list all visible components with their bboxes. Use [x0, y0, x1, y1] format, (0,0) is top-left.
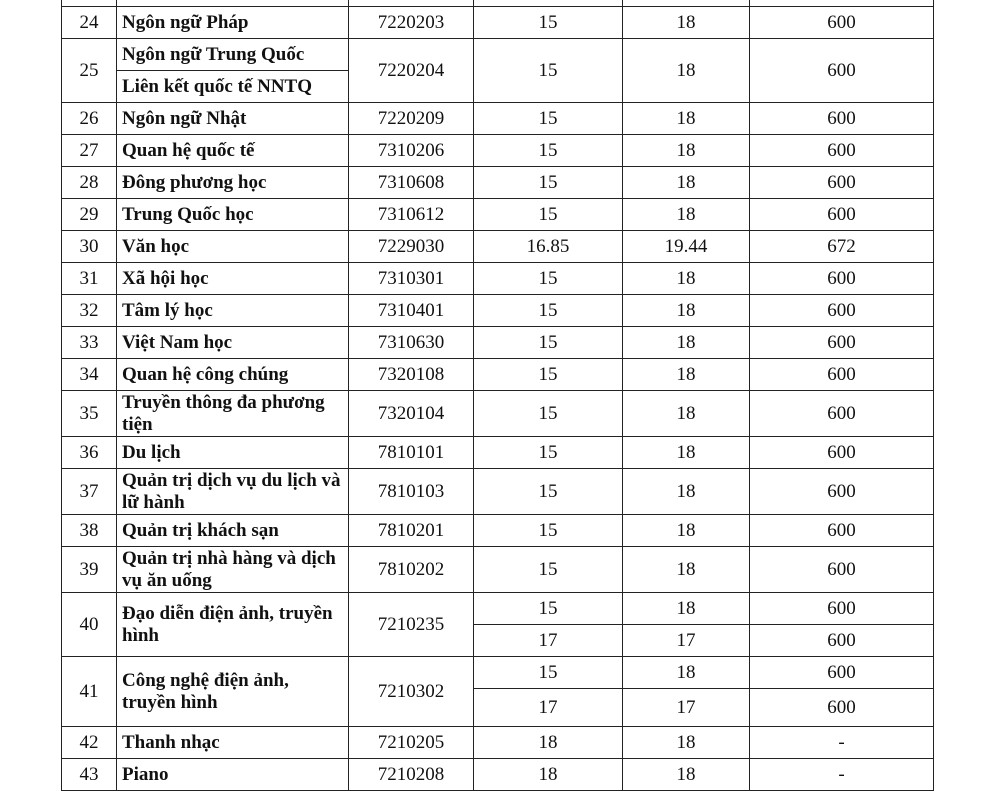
major-code: 7810101 — [349, 437, 474, 469]
score-c: 600 — [750, 263, 934, 295]
major-name: Đông phương học — [117, 167, 349, 199]
major-name: Ngôn ngữ Trung Quốc — [117, 39, 349, 71]
score-a: 15 — [474, 167, 623, 199]
row-stt: 42 — [62, 727, 117, 759]
score-c: 600 — [750, 39, 934, 103]
score-c: 600 — [750, 167, 934, 199]
table-row — [62, 727, 934, 759]
score-a: 17 — [474, 689, 623, 727]
row-stt: 37 — [62, 469, 117, 515]
row-stt: 26 — [62, 103, 117, 135]
score-c: 600 — [750, 547, 934, 593]
major-name: Du lịch — [117, 437, 349, 469]
score-b: 18 — [623, 39, 750, 103]
score-a: 15 — [474, 657, 623, 689]
major-name: Thanh nhạc — [117, 727, 349, 759]
score-c: 600 — [750, 391, 934, 437]
table-row — [62, 359, 934, 391]
major-code: 7210205 — [349, 727, 474, 759]
table-row — [62, 167, 934, 199]
row-stt: 36 — [62, 437, 117, 469]
major-code: 7220204 — [349, 39, 474, 103]
score-b: 18 — [623, 295, 750, 327]
score-c: 600 — [750, 657, 934, 689]
major-code: 7310630 — [349, 327, 474, 359]
score-b: 18 — [623, 359, 750, 391]
score-b: 18 — [623, 263, 750, 295]
score-a: 15 — [474, 391, 623, 437]
major-name: Đạo diễn điện ảnh, truyền hình — [117, 593, 349, 657]
table-row — [62, 263, 934, 295]
score-b: 17 — [623, 689, 750, 727]
score-b: 18 — [623, 727, 750, 759]
table-row — [62, 199, 934, 231]
score-c: 672 — [750, 231, 934, 263]
table-row — [62, 135, 934, 167]
score-a: 15 — [474, 515, 623, 547]
score-b: 18 — [623, 199, 750, 231]
row-stt: 43 — [62, 759, 117, 791]
major-code: 7210302 — [349, 657, 474, 727]
score-a: 18 — [474, 727, 623, 759]
score-b: 18 — [623, 437, 750, 469]
major-name: Quản trị khách sạn — [117, 515, 349, 547]
row-stt: 27 — [62, 135, 117, 167]
major-name: Ngôn ngữ Nhật — [117, 103, 349, 135]
score-a: 15 — [474, 469, 623, 515]
score-b: 18 — [623, 135, 750, 167]
major-name: Quan hệ công chúng — [117, 359, 349, 391]
major-name: Việt Nam học — [117, 327, 349, 359]
score-c: 600 — [750, 469, 934, 515]
table-row — [62, 231, 934, 263]
score-b: 18 — [623, 391, 750, 437]
score-b: 18 — [623, 547, 750, 593]
score-a: 16.85 — [474, 231, 623, 263]
score-a: 15 — [474, 39, 623, 103]
row-stt: 38 — [62, 515, 117, 547]
score-c: 600 — [750, 437, 934, 469]
score-b: 18 — [623, 759, 750, 791]
score-c: 600 — [750, 515, 934, 547]
score-a: 15 — [474, 295, 623, 327]
row-stt: 25 — [62, 39, 117, 103]
table-row — [62, 295, 934, 327]
score-b: 19.44 — [623, 231, 750, 263]
score-a: 15 — [474, 327, 623, 359]
score-c: 600 — [750, 135, 934, 167]
major-code: 7310608 — [349, 167, 474, 199]
score-c: 600 — [750, 199, 934, 231]
score-a: 17 — [474, 625, 623, 657]
table-row — [62, 657, 934, 689]
row-stt: 32 — [62, 295, 117, 327]
score-c: 600 — [750, 327, 934, 359]
score-a: 15 — [474, 359, 623, 391]
score-a: 15 — [474, 437, 623, 469]
score-c: 600 — [750, 7, 934, 39]
row-stt: 24 — [62, 7, 117, 39]
score-a: 15 — [474, 547, 623, 593]
row-stt: 39 — [62, 547, 117, 593]
score-b: 18 — [623, 103, 750, 135]
major-code: 7810202 — [349, 547, 474, 593]
table-row — [62, 7, 934, 39]
score-b: 17 — [623, 625, 750, 657]
table-row — [62, 327, 934, 359]
score-b: 18 — [623, 469, 750, 515]
major-code: 7310301 — [349, 263, 474, 295]
document-page — [61, 0, 934, 791]
major-name: Xã hội học — [117, 263, 349, 295]
major-code: 7229030 — [349, 231, 474, 263]
score-b: 18 — [623, 327, 750, 359]
major-name: Trung Quốc học — [117, 199, 349, 231]
score-a: 18 — [474, 759, 623, 791]
score-b: 18 — [623, 515, 750, 547]
table-row — [62, 759, 934, 791]
major-code: 7210235 — [349, 593, 474, 657]
score-c: - — [750, 759, 934, 791]
score-c: 600 — [750, 295, 934, 327]
score-b: 18 — [623, 167, 750, 199]
row-stt: 30 — [62, 231, 117, 263]
major-code: 7310401 — [349, 295, 474, 327]
row-stt: 31 — [62, 263, 117, 295]
major-name: Piano — [117, 759, 349, 791]
major-name: Quan hệ quốc tế — [117, 135, 349, 167]
major-code: 7810103 — [349, 469, 474, 515]
row-stt: 29 — [62, 199, 117, 231]
table-row — [62, 547, 934, 593]
row-stt: 34 — [62, 359, 117, 391]
table-row — [62, 593, 934, 625]
major-code: 7220203 — [349, 7, 474, 39]
row-stt: 33 — [62, 327, 117, 359]
row-stt: 35 — [62, 391, 117, 437]
major-code: 7310612 — [349, 199, 474, 231]
major-code: 7310206 — [349, 135, 474, 167]
score-a: 15 — [474, 135, 623, 167]
score-c: 600 — [750, 593, 934, 625]
major-code: 7810201 — [349, 515, 474, 547]
table-row — [62, 103, 934, 135]
major-name: Văn học — [117, 231, 349, 263]
table-row — [62, 39, 934, 71]
score-b: 18 — [623, 657, 750, 689]
score-a: 15 — [474, 103, 623, 135]
score-c: 600 — [750, 359, 934, 391]
row-stt: 41 — [62, 657, 117, 727]
major-name: Truyền thông đa phương tiện — [117, 391, 349, 437]
score-a: 15 — [474, 263, 623, 295]
score-c: 600 — [750, 689, 934, 727]
major-name: Ngôn ngữ Pháp — [117, 7, 349, 39]
major-code: 7220209 — [349, 103, 474, 135]
major-name: Tâm lý học — [117, 295, 349, 327]
row-stt: 40 — [62, 593, 117, 657]
table-row — [62, 515, 934, 547]
score-a: 15 — [474, 199, 623, 231]
table-row — [62, 437, 934, 469]
table-row — [62, 469, 934, 515]
major-code: 7320104 — [349, 391, 474, 437]
major-name-sub: Liên kết quốc tế NNTQ — [117, 71, 349, 103]
score-b: 18 — [623, 593, 750, 625]
major-code: 7320108 — [349, 359, 474, 391]
score-c: - — [750, 727, 934, 759]
major-code: 7210208 — [349, 759, 474, 791]
score-c: 600 — [750, 103, 934, 135]
major-name: Quản trị nhà hàng và dịch vụ ăn uống — [117, 547, 349, 593]
score-b: 18 — [623, 7, 750, 39]
row-stt: 28 — [62, 167, 117, 199]
score-a: 15 — [474, 593, 623, 625]
major-name: Công nghệ điện ảnh, truyền hình — [117, 657, 349, 727]
table-row — [62, 391, 934, 437]
admission-score-table — [61, 0, 934, 791]
major-name: Quản trị dịch vụ du lịch và lữ hành — [117, 469, 349, 515]
score-a: 15 — [474, 7, 623, 39]
score-c: 600 — [750, 625, 934, 657]
